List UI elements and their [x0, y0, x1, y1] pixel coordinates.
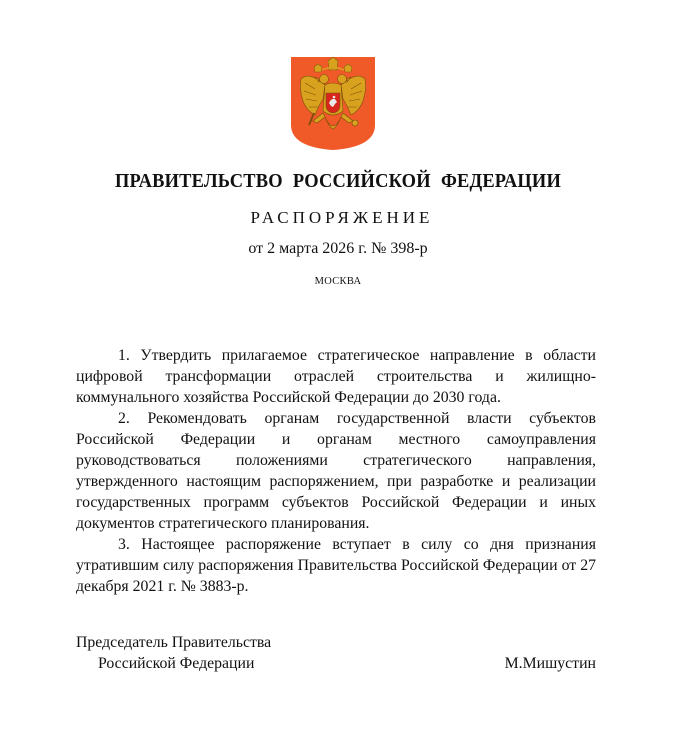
paragraph-3: 3. Настоящее распоряжение вступает в силу со дня признания утратившим силу распоряжения Правительства Российской Федерации от 27 декабря 2021 г. № 3883-р. — [76, 536, 596, 595]
signatory-position-line2: Российской Федерации — [98, 655, 255, 672]
russian-coat-of-arms-icon — [289, 55, 377, 152]
signatory-position-line1: Председатель Правительства — [76, 634, 272, 651]
document-date-number: от 2 марта 2026 г. № 398-р — [248, 240, 428, 257]
paragraph-2: 2. Рекомендовать органам государственной власти субъектов Российской Федерации и органам местного самоуправления руководствоваться положениями стратегического направления, утвержденного настоящим распоряжением, при разработке и реализации государственных программ субъектов Российской Федерации и иных документов стратегического планирования. — [76, 410, 596, 532]
document-city: МОСКВА — [314, 276, 362, 287]
government-title: ПРАВИТЕЛЬСТВО РОССИЙСКОЙ ФЕДЕРАЦИИ — [114, 170, 562, 192]
signatory-position — [76, 632, 376, 674]
document-body — [76, 345, 596, 597]
signatory-name: М.Мишустин — [504, 655, 596, 672]
document-type: РАСПОРЯЖЕНИЕ — [250, 208, 434, 227]
paragraph-1: 1. Утвердить прилагаемое стратегическое направление в области цифровой трансформации отраслей строительства и жилищно-коммунального хозяйства Российской Федерации до 2030 года. — [76, 347, 596, 406]
